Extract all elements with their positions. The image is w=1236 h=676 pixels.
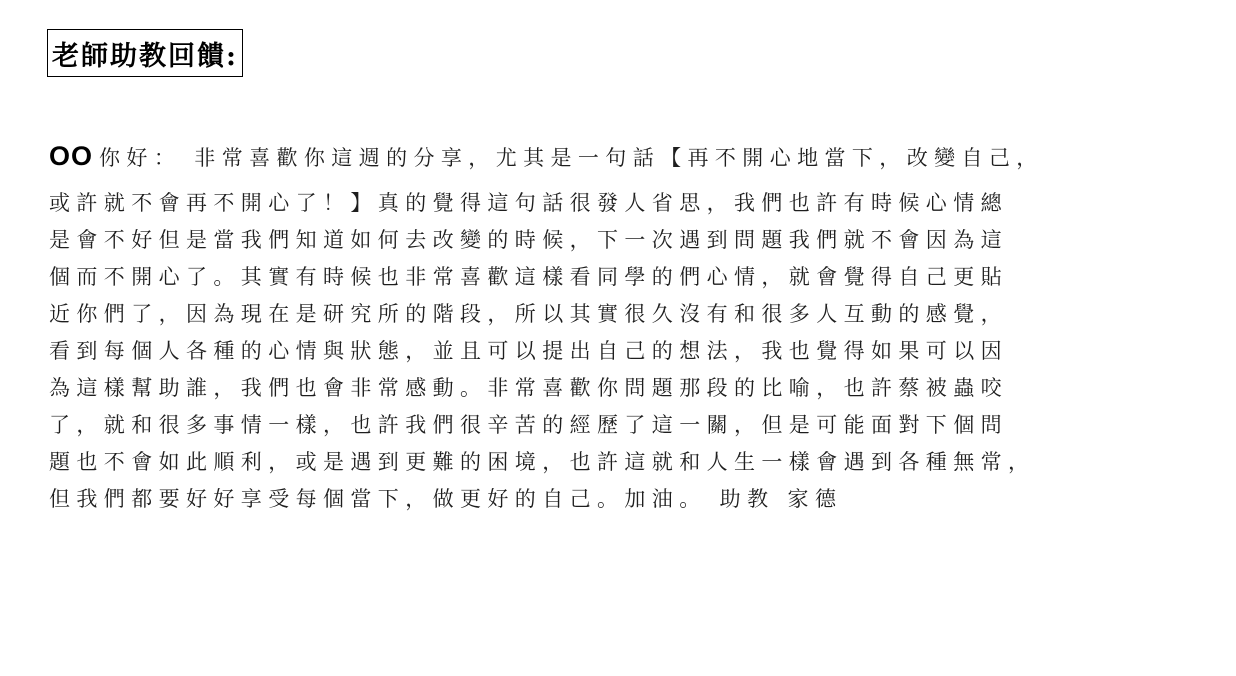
paragraph-line: 個而不開心了。其實有時候也非常喜歡這樣看同學的們心情，就會覺得自己更貼 bbox=[49, 265, 1008, 289]
paragraph-line: 是會不好但是當我們知道如何去改變的時候，下一次遇到問題我們就不會因為這 bbox=[49, 228, 1008, 252]
paragraph-line-text: 你好： 非常喜歡你這週的分享，尤其是一句話【再不開心地當下，改變自己， bbox=[99, 146, 1044, 170]
paragraph-line: 近你們了，因為現在是研究所的階段，所以其實很久沒有和很多人互動的感覺， bbox=[49, 302, 1008, 326]
feedback-body bbox=[49, 138, 1174, 518]
salutation-name: OO bbox=[49, 141, 94, 171]
paragraph-line: 看到每個人各種的心情與狀態，並且可以提出自己的想法，我也覺得如果可以因 bbox=[49, 339, 1008, 363]
feedback-heading-box bbox=[47, 29, 243, 77]
paragraph-line: 為這樣幫助誰，我們也會非常感動。非常喜歡你問題那段的比喻，也許蔡被蟲咬 bbox=[49, 376, 1008, 400]
feedback-heading: 老師助教回饋: bbox=[52, 40, 238, 72]
paragraph-line: 或許就不會再不開心了！】真的覺得這句話很發人省思，我們也許有時候心情總 bbox=[49, 191, 1008, 215]
paragraph-line: 題也不會如此順利，或是遇到更難的困境，也許這就和人生一樣會遇到各種無常， bbox=[49, 450, 1036, 474]
paragraph-line: 但我們都要好好享受每個當下，做更好的自己。加油。 助教 家德 bbox=[49, 487, 843, 511]
paragraph-line: 了，就和很多事情一樣，也許我們很辛苦的經歷了這一關，但是可能面對下個問 bbox=[49, 413, 1008, 437]
paragraph-line bbox=[49, 138, 1174, 185]
